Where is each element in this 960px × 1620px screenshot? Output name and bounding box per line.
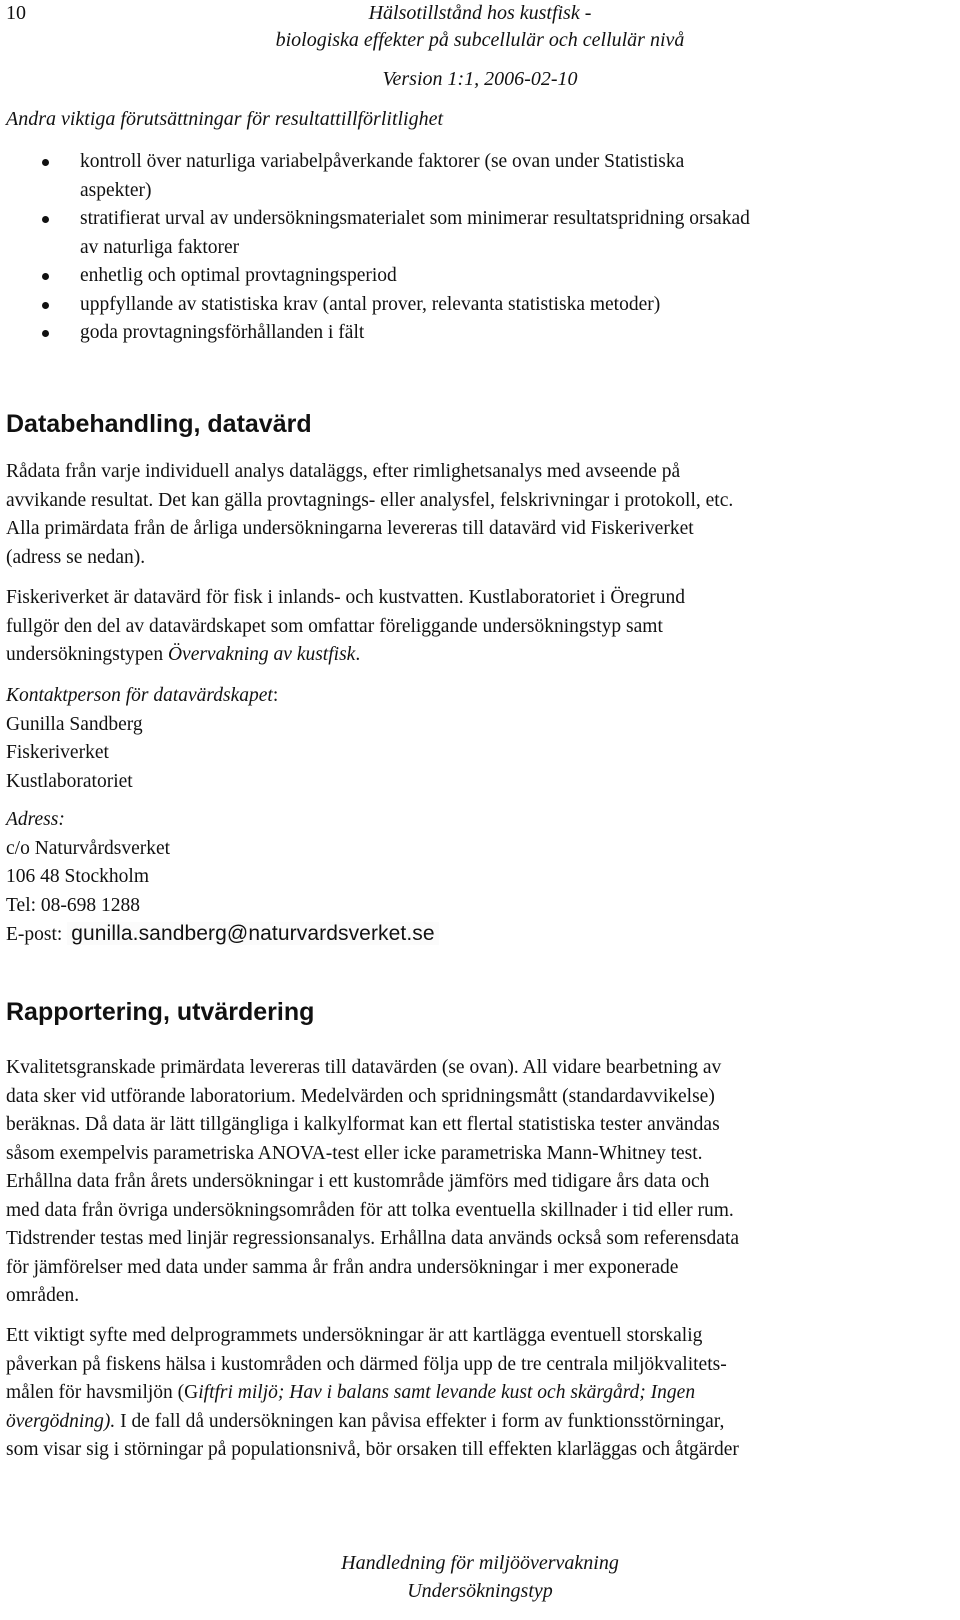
contact-dept: Kustlaboratoriet xyxy=(6,770,133,792)
contact-name: Gunilla Sandberg xyxy=(6,713,143,735)
section-heading-reporting: Rapportering, utvärdering xyxy=(6,998,315,1026)
bullet-icon xyxy=(42,216,49,223)
document-title-line1: Hälsotillstånd hos kustfisk - xyxy=(368,2,592,24)
prerequisites-bullet-list xyxy=(42,148,942,348)
email-address: gunilla.sandberg@naturvardsverket.se xyxy=(67,922,438,945)
footer-line2: Undersökningstyp xyxy=(407,1580,553,1602)
section-heading-data-handling: Databehandling, datavärd xyxy=(6,410,312,438)
address-block xyxy=(6,806,936,950)
list-item: kontroll över naturliga variabelpåverkande faktorer (se ovan under Statistiska aspekter) xyxy=(42,148,942,205)
list-item: enhetlig och optimal provtagningsperiod xyxy=(42,262,942,291)
data-paragraph-2: Fiskeriverket är datavärd för fisk i inlands- och kustvatten. Kustlaboratoriet i Öregrund fullgör den del av datavärdskapet som omfattar föreliggande undersökningstyp samt undersökningstypen Övervakning av kustfisk. xyxy=(6,587,686,665)
data-paragraph-1: Rådata från varje individuell analys dataläggs, efter rimlighetsanalys med avseende på avvikande resultat. Det kan gälla provtagnings- eller analysfel, felskrivningar i protokoll, etc. Alla primärdata från de årliga undersökningarna levereras till datavärd vid Fiskeriverket (adress se nedan). xyxy=(6,461,734,568)
list-item: uppfyllande av statistiska krav (antal prover, relevanta statistiska metoder) xyxy=(42,291,942,320)
document-version: Version 1:1, 2006-02-10 xyxy=(382,68,578,90)
contact-org: Fiskeriverket xyxy=(6,742,109,763)
reporting-paragraph-2: Ett viktigt syfte med delprogrammets undersökningar är att kartlägga eventuell storskalig påverkan på fiskens hälsa i kustområden och därmed följa upp de tre centrala miljökvalitets- målen för havsmiljön (Giftfri miljö; Hav i balans samt levande kust och skärgård; Ingen övergödning). I de fall då undersökningen kan påvisa effekter i form av funktionsstörningar, som visar sig i störningar på populationsnivå, bör orsaken till effekten klarläggas och åtgärder xyxy=(6,1325,739,1460)
bullet-icon xyxy=(42,302,49,309)
address-line2: 106 48 Stockholm xyxy=(6,866,150,887)
bullet-icon xyxy=(42,159,49,166)
contact-label: Kontaktperson för datavärdskapet xyxy=(6,685,273,706)
bullet-icon xyxy=(42,330,49,337)
footer-line1: Handledning för miljöövervakning xyxy=(341,1552,619,1574)
address-tel: Tel: 08-698 1288 xyxy=(6,894,141,916)
page-number: 10 xyxy=(6,2,26,24)
address-line1: c/o Naturvårdsverket xyxy=(6,837,171,859)
section-heading-prerequisites: Andra viktiga förutsättningar för resultattillförlitlighet xyxy=(6,108,444,130)
bullet-icon xyxy=(42,273,49,280)
email-label: E-post: xyxy=(6,924,63,945)
reporting-paragraph-1: Kvalitetsgranskade primärdata levereras till datavärden (se ovan). All vidare bearbetning av data sker vid utförande laboratorium. Medelvärden och spridningsmått (standardavvikelse) beräknas. Då data är lätt tillgängliga i kalkylformat kan ett flertal statistiska tester användas såsom exempelvis parametriska ANOVA-test eller icke parametriska Mann-Whitney test. Erhållna data från årets undersökningar i ett kustområde jämförs med tidigare års data och med data från övriga undersökningsområden för att tolka eventuella skillnader i tid eller rum. Tidstrender testas med linjär regressionsanalys. Erhållna data används också som referensdata för jämförelser med data under samma år från andra undersökningar i mer exponerade områden. xyxy=(6,1057,740,1306)
contact-block: Kontaktperson för datavärdskapet: Gunilla Sandberg Fiskeriverket Kustlaboratoriet xyxy=(6,682,936,796)
list-item: goda provtagningsförhållanden i fält xyxy=(42,319,942,348)
list-item: stratifierat urval av undersökningsmaterialet som minimerar resultatspridning orsakad av naturliga faktorer xyxy=(42,205,942,262)
address-label: Adress: xyxy=(6,809,65,830)
document-title-line2: biologiska effekter på subcellulär och cellulär nivå xyxy=(275,29,685,51)
